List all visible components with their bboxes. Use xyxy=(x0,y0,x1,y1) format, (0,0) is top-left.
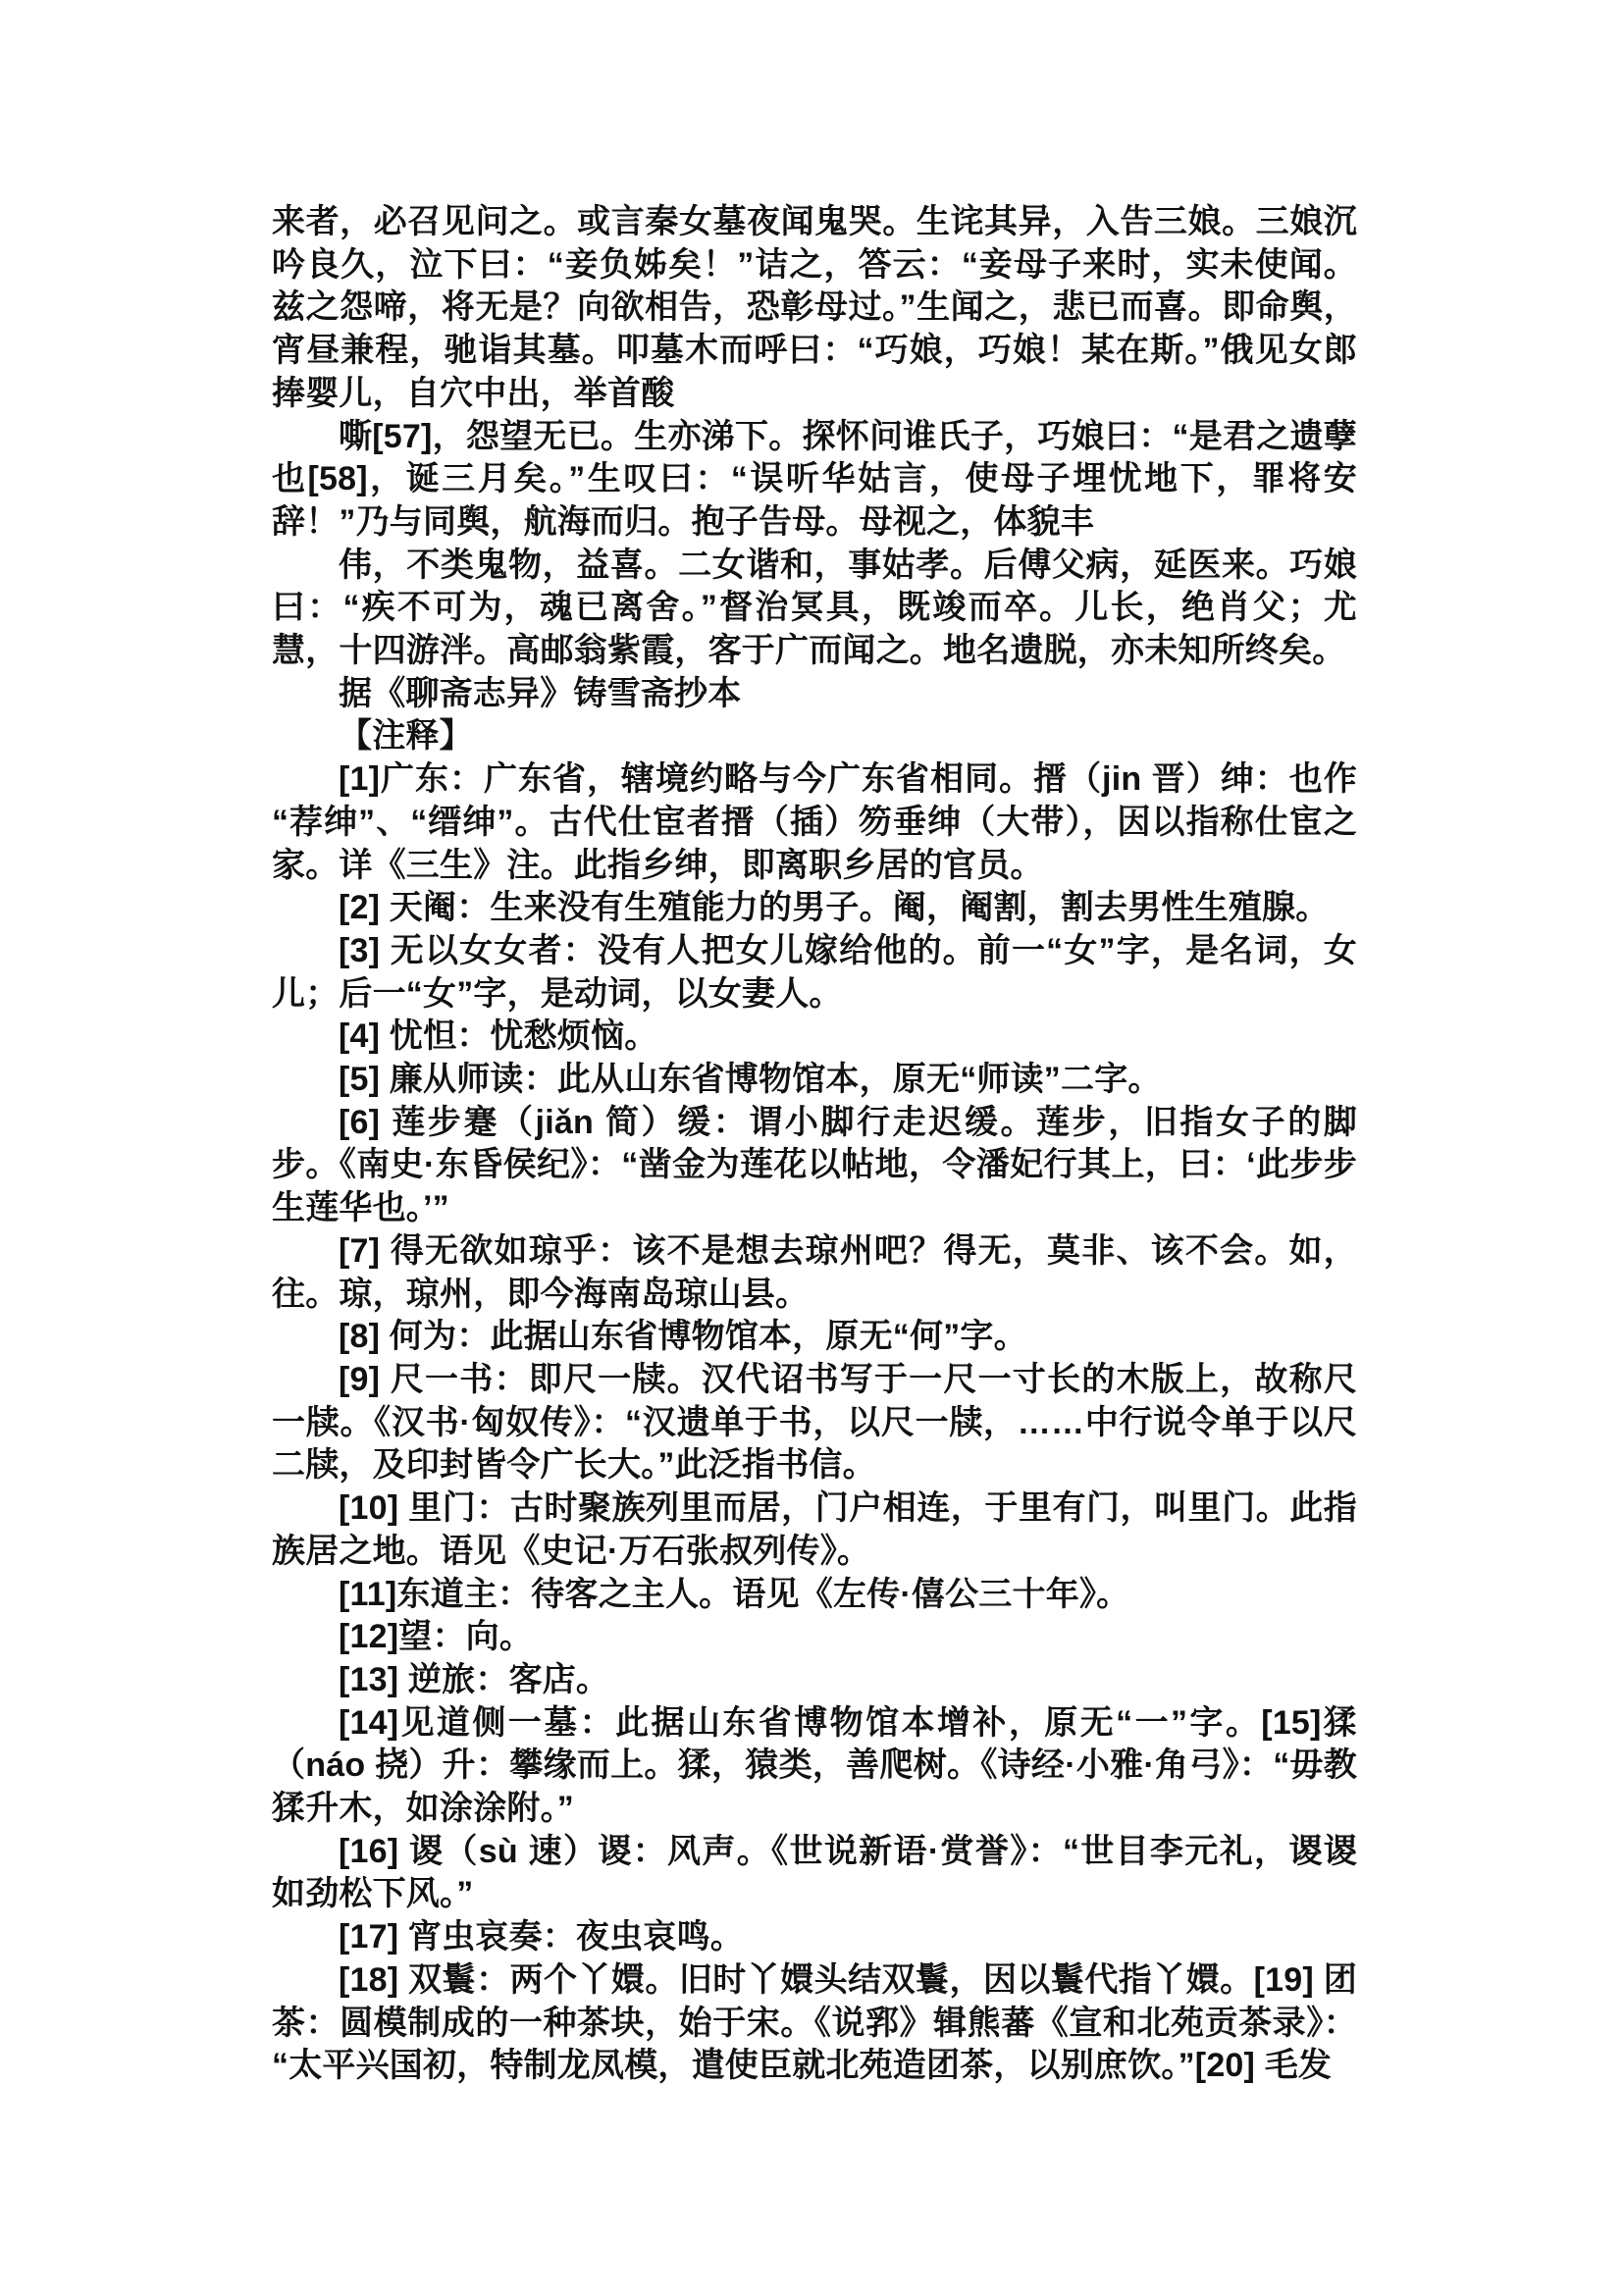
page-text-block xyxy=(272,201,1357,2088)
paragraph-story: 来者，必召见问之。或言秦女墓夜闻鬼哭。生诧其异，入告三娘。三娘沉吟良久，泣下曰：“妾负姊矣！”诘之，答云：“妾母子来时，实未使闻。兹之怨啼，将无是？向欲相告，恐彰母过。”生闻之，悲已而喜。即命舆，宵昼兼程，驰诣其墓。叩墓木而呼曰：“巧娘，巧娘！某在斯。”俄见女郎捧婴儿，自穴中出，举首酸 xyxy=(272,203,1357,412)
paragraph-note: [4] 忧怛：忧愁烦恼。 xyxy=(339,1017,658,1056)
paragraph-note: [5] 廉从师读：此从山东省博物馆本，原无“师读”二字。 xyxy=(339,1061,1162,1099)
paragraph-note: [2] 天阉：生来没有生殖能力的男子。阉，阉割，割去男性生殖腺。 xyxy=(339,889,1330,927)
paragraph-note: [11]东道主：待客之主人。语见《左传·僖公三十年》。 xyxy=(339,1575,1130,1613)
paragraph-notes-header: 【注释】 xyxy=(339,717,473,756)
paragraph-note: [14]见道侧一墓：此据山东省博物馆本增补，原无“一”字。[15]猱（náo 挠）升：攀缘而上。猱，猿类，善爬树。《诗经·小雅·角弓》：“毋教猱升木，如涂涂附。” xyxy=(272,1703,1357,1828)
paragraph-note: [12]望：向。 xyxy=(339,1618,534,1656)
paragraph-note: [17] 宵虫哀奏：夜虫哀鸣。 xyxy=(339,1918,744,1956)
paragraph-note: [1]广东：广东省，辖境约略与今广东省相同。搢（jin 晋）绅：也作“荐绅”、“缙绅”。古代仕宦者搢（插）笏垂绅（大带），因以指称仕宦之家。详《三生》注。此指乡绅，即离职乡居的官员。 xyxy=(272,760,1357,884)
paragraph-note: [6] 莲步蹇（jiǎn 简）缓：谓小脚行走迟缓。莲步，旧指女子的脚步。《南史·东昏侯纪》：“凿金为莲花以帖地，令潘妃行其上，曰：‘此步步生莲华也。’” xyxy=(272,1103,1357,1227)
paragraph-note: [8] 何为：此据山东省博物馆本，原无“何”字。 xyxy=(339,1318,1027,1356)
paragraph-note: [16] 谡（sù 速）谡：风声。《世说新语·赏誉》：“世目李元礼，谡谡如劲松下风。” xyxy=(272,1832,1357,1913)
paragraph-note: [10] 里门：古时聚族列里而居，门户相连，于里有门，叫里门。此指族居之地。语见《史记·万石张叔列传》。 xyxy=(272,1489,1357,1570)
paragraph-note: [18] 双鬟：两个丫嬛。旧时丫嬛头结双鬟，因以鬟代指丫嬛。[19] 团茶：圆模制成的一种茶块，始于宋。《说郛》辑熊蕃《宣和北苑贡茶录》：“太平兴国初，特制龙凤模，遣使臣就北苑造团茶，以别庶饮。”[20] 毛发 xyxy=(272,1960,1357,2085)
paragraph-note: [3] 无以女女者：没有人把女儿嫁给他的。前一“女”字，是名词，女儿；后一“女”字，是动词，以女妻人。 xyxy=(272,931,1357,1013)
paragraph-story: 嘶[57]，怨望无已。生亦涕下。探怀问谁氏子，巧娘曰：“是君之遗孽也[58]，诞三月矣。”生叹曰：“误听华姑言，使母子埋忧地下，罪将安辞！”乃与同舆，航海而归。抱子告母。母视之，体貌丰 xyxy=(272,417,1357,541)
paragraph-story: 伟，不类鬼物，益喜。二女谐和，事姑孝。后傅父病，延医来。巧娘曰：“疾不可为，魂已离舍。”督治冥具，既竣而卒。儿长，绝肖父；尤慧，十四游泮。高邮翁紫霞，客于广而闻之。地名遗脱，亦未知所终矣。 xyxy=(272,546,1357,670)
paragraph-note: [13] 逆旅：客店。 xyxy=(339,1660,610,1698)
paragraph-source: 据《聊斋志异》铸雪斋抄本 xyxy=(339,674,742,712)
paragraph-note: [9] 尺一书：即尺一牍。汉代诏书写于一尺一寸长的木版上，故称尺一牍。《汉书·匈奴传》：“汉遗单于书，以尺一牍，……中行说令单于以尺二牍，及印封皆令广长大。”此泛指书信。 xyxy=(272,1360,1357,1485)
paragraph-note: [7] 得无欲如琼乎：该不是想去琼州吧？得无，莫非、该不会。如，往。琼，琼州，即今海南岛琼山县。 xyxy=(272,1231,1357,1313)
